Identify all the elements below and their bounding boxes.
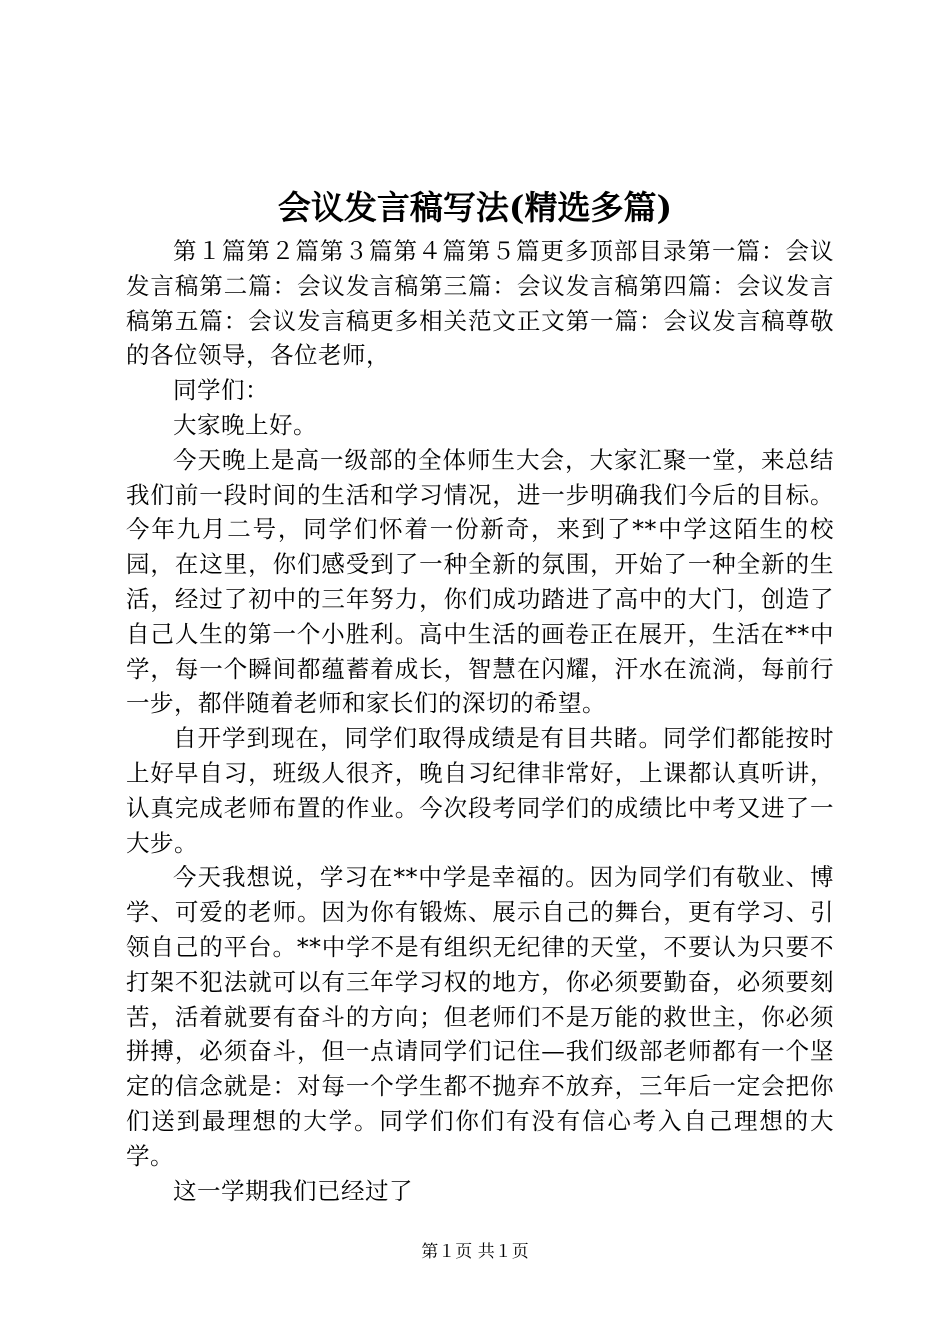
- paragraph: 今天晚上是高一级部的全体师生大会，大家汇聚一堂，来总结我们前一段时间的生活和学习情况，进一步明确我们今后的目标。今年九月二号，同学们怀着一份新奇，来到了**中学这陌生的校园，在这里，你们感受到了一种全新的氛围，开始了一种全新的生活，经过了初中的三年努力，你们成功踏进了高中的大门，创造了自己人生的第一个小胜利。高中生活的画卷正在展开，生活在**中学，每一个瞬间都蕴蓄着成长，智慧在闪耀，汗水在流淌，每前行一步，都伴随着老师和家长们的深切的希望。: [126, 445, 834, 718]
- document-body: [126, 234, 834, 1208]
- paragraph: 第１篇第２篇第３篇第４篇第５篇更多顶部目录第一篇：会议发言稿第二篇：会议发言稿第三篇：会议发言稿第四篇：会议发言稿第五篇：会议发言稿更多相关范文正文第一篇：会议发言稿尊敬的各位领导，各位老师，: [126, 237, 834, 370]
- page-number-footer: 第１页 共１页: [421, 1242, 529, 1262]
- paragraph: 自开学到现在，同学们取得成绩是有目共睹。同学们都能按时上好早自习，班级人很齐，晚自习纪律非常好，上课都认真听讲，认真完成老师布置的作业。今次段考同学们的成绩比中考又进了一大步。: [126, 724, 834, 857]
- paragraph: 这一学期我们已经过了: [173, 1176, 413, 1205]
- paragraph: 同学们：: [173, 376, 269, 405]
- document-title: 会议发言稿写法(精选多篇): [277, 188, 673, 227]
- paragraph: 大家晚上好。: [173, 410, 317, 439]
- paragraph: 今天我想说，学习在**中学是幸福的。因为同学们有敬业、博学、可爱的老师。因为你有锻炼、展示自己的舞台，更有学习、引领自己的平台。**中学不是有组织无纪律的天堂，不要认为只要不打架不犯法就可以有三年学习权的地方，你必须要勤奋，必须要刻苦，活着就要有奋斗的方向；但老师们不是万能的救世主，你必须拼搏，必须奋斗，但一点请同学们记住—我们级部老师都有一个坚定的信念就是：对每一个学生都不抛弃不放弃，三年后一定会把你们送到最理想的大学。同学们你们有没有信心考入自己理想的大学。: [126, 863, 834, 1170]
